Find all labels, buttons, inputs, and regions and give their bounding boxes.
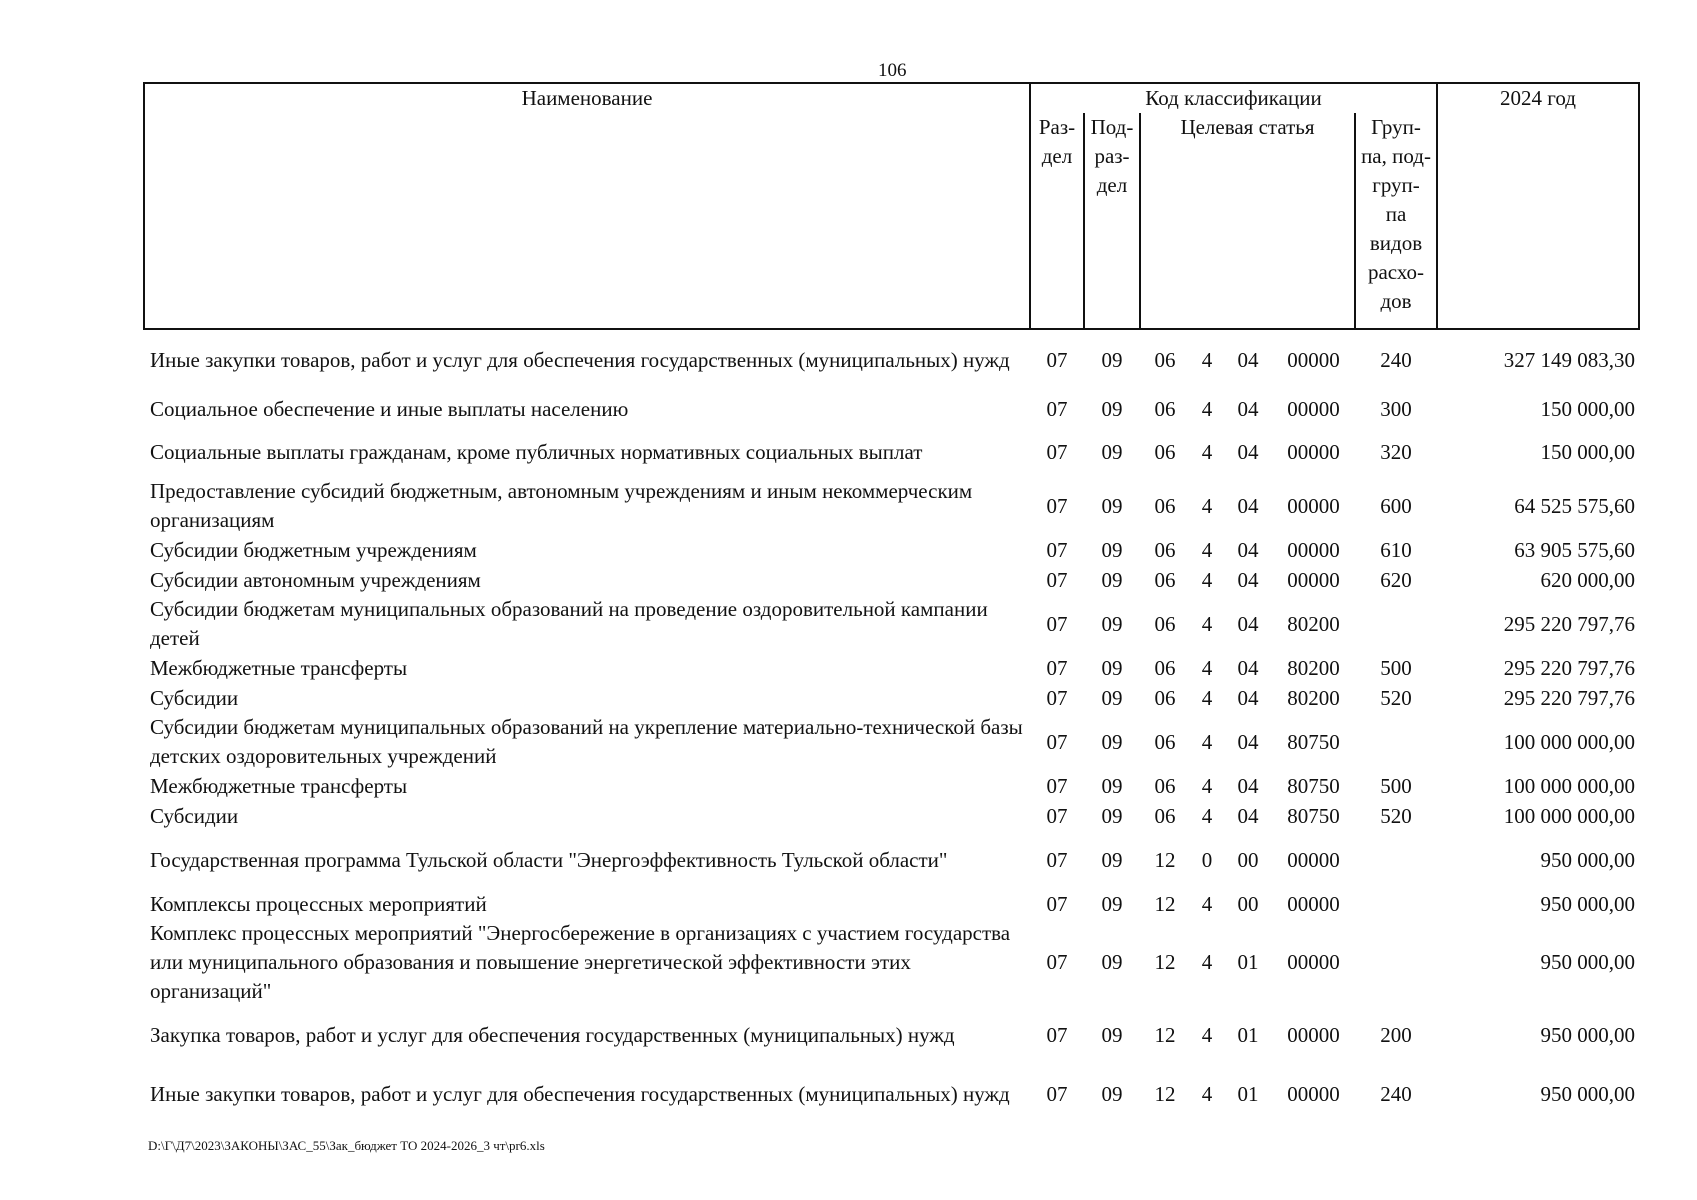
cell-cs3: 04 <box>1237 396 1259 421</box>
table-row <box>144 801 1639 831</box>
cell-podrazdel: 09 <box>1101 439 1123 464</box>
cell-vr: 320 <box>1380 439 1412 464</box>
cell-cs1: 12 <box>1154 950 1176 974</box>
cell-cs1: 06 <box>1154 773 1176 798</box>
table-body <box>144 329 1639 1124</box>
cell-cs2: 4 <box>1201 396 1213 421</box>
cell-name: Межбюджетные трансферты <box>150 773 408 798</box>
cell-vr: 200 <box>1380 1022 1412 1047</box>
cell-cs3: 04 <box>1237 439 1259 464</box>
cell-cs4: 80750 <box>1287 803 1340 828</box>
cell-podrazdel: 09 <box>1101 396 1123 421</box>
cell-cs2: 4 <box>1201 685 1213 710</box>
cell-vr: 520 <box>1380 803 1412 828</box>
cell-cs1: 06 <box>1154 611 1176 636</box>
cell-vr: 240 <box>1380 348 1412 372</box>
cell-cs4: 00000 <box>1287 1022 1340 1047</box>
cell-name: Комплекс процессных мероприятий "Энергосбережение в организациях с участием государства или муниципального образования и повышение энергетической эффективности этих организаций" <box>150 921 1011 1003</box>
cell-cs2: 4 <box>1201 1022 1213 1047</box>
table-row <box>144 595 1639 653</box>
cell-amount: 327 149 083,30 <box>1503 348 1636 372</box>
cell-cs3: 01 <box>1237 1022 1259 1047</box>
cell-cs2: 4 <box>1201 729 1213 754</box>
table-row <box>144 919 1639 1006</box>
cell-name: Межбюджетные трансферты <box>150 655 408 680</box>
cell-razdel: 07 <box>1046 611 1068 636</box>
header-classification: Код классификации <box>1030 83 1437 113</box>
cell-razdel: 07 <box>1046 891 1068 916</box>
cell-cs2: 4 <box>1201 348 1213 372</box>
table-row <box>144 889 1639 919</box>
cell-cs2: 4 <box>1201 803 1213 828</box>
cell-cs3: 04 <box>1237 729 1259 754</box>
cell-amount: 100 000 000,00 <box>1503 773 1636 798</box>
table-row <box>144 653 1639 683</box>
cell-amount: 64 525 575,60 <box>1514 493 1636 518</box>
cell-cs1: 12 <box>1154 891 1176 916</box>
cell-vr <box>1355 595 1437 653</box>
cell-razdel: 07 <box>1046 803 1068 828</box>
cell-name: Субсидии бюджетным учреждениям <box>150 537 477 562</box>
cell-razdel: 07 <box>1046 847 1068 872</box>
budget-table <box>143 82 1640 1124</box>
cell-amount: 620 000,00 <box>1540 567 1636 592</box>
cell-podrazdel: 09 <box>1101 891 1123 916</box>
cell-podrazdel: 09 <box>1101 611 1123 636</box>
cell-podrazdel: 09 <box>1101 729 1123 754</box>
cell-amount: 950 000,00 <box>1540 847 1636 872</box>
table-row <box>144 1064 1639 1124</box>
cell-cs2: 4 <box>1201 891 1213 916</box>
cell-razdel: 07 <box>1046 396 1068 421</box>
page-number: 106 <box>878 60 907 81</box>
header-razdel: Раз- дел <box>1030 113 1084 329</box>
cell-cs3: 04 <box>1237 655 1259 680</box>
table-row <box>144 831 1639 889</box>
cell-vr: 500 <box>1380 773 1412 798</box>
table-row <box>144 391 1639 427</box>
cell-cs3: 04 <box>1237 567 1259 592</box>
cell-podrazdel: 09 <box>1101 950 1123 974</box>
cell-cs4: 00000 <box>1287 439 1340 464</box>
cell-cs2: 4 <box>1201 611 1213 636</box>
cell-amount: 63 905 575,60 <box>1514 537 1636 562</box>
cell-amount: 295 220 797,76 <box>1503 611 1636 636</box>
cell-razdel: 07 <box>1046 655 1068 680</box>
cell-podrazdel: 09 <box>1101 655 1123 680</box>
cell-amount: 950 000,00 <box>1540 891 1636 916</box>
cell-name: Субсидии бюджетам муниципальных образований на укрепление материально-технической базы детских оздоровительных учреждений <box>150 715 1023 768</box>
cell-vr: 240 <box>1380 1081 1412 1106</box>
cell-cs3: 04 <box>1237 803 1259 828</box>
cell-vr: 600 <box>1380 493 1412 518</box>
cell-name: Государственная программа Тульской области "Энергоэффективность Тульской области" <box>150 847 948 872</box>
cell-amount: 150 000,00 <box>1540 396 1636 421</box>
cell-name: Предоставление субсидий бюджетным, автономным учреждениям и иным некоммерческим организациям <box>150 479 973 532</box>
cell-razdel: 07 <box>1046 950 1068 974</box>
cell-name: Закупка товаров, работ и услуг для обеспечения государственных (муниципальных) нужд <box>150 1022 955 1047</box>
cell-name: Субсидии <box>150 803 239 828</box>
cell-cs3: 04 <box>1237 493 1259 518</box>
cell-cs4: 00000 <box>1287 348 1340 372</box>
cell-cs1: 12 <box>1154 1022 1176 1047</box>
cell-amount: 950 000,00 <box>1540 1081 1636 1106</box>
cell-name: Иные закупки товаров, работ и услуг для обеспечения государственных (муниципальных) нужд <box>150 1081 1010 1106</box>
cell-cs3: 01 <box>1237 950 1259 974</box>
cell-cs3: 04 <box>1237 611 1259 636</box>
cell-name: Иные закупки товаров, работ и услуг для обеспечения государственных (муниципальных) нужд <box>150 348 1010 372</box>
table-row <box>144 329 1639 391</box>
cell-cs1: 06 <box>1154 685 1176 710</box>
cell-cs4: 80200 <box>1287 611 1340 636</box>
cell-razdel: 07 <box>1046 537 1068 562</box>
cell-razdel: 07 <box>1046 773 1068 798</box>
table-row <box>144 477 1639 535</box>
table-row <box>144 771 1639 801</box>
cell-podrazdel: 09 <box>1101 567 1123 592</box>
cell-podrazdel: 09 <box>1101 773 1123 798</box>
cell-cs4: 00000 <box>1287 950 1340 974</box>
cell-podrazdel: 09 <box>1101 685 1123 710</box>
cell-cs1: 06 <box>1154 348 1176 372</box>
cell-podrazdel: 09 <box>1101 847 1123 872</box>
cell-razdel: 07 <box>1046 567 1068 592</box>
cell-podrazdel: 09 <box>1101 1081 1123 1106</box>
cell-name: Социальные выплаты гражданам, кроме публичных нормативных социальных выплат <box>150 439 923 464</box>
cell-name: Социальное обеспечение и иные выплаты населению <box>150 396 629 421</box>
cell-razdel: 07 <box>1046 348 1068 372</box>
cell-vr: 620 <box>1380 567 1412 592</box>
header-expense-group: Груп- па, под- груп- па видов расхо- дов <box>1355 113 1437 329</box>
table-row <box>144 1006 1639 1064</box>
cell-amount: 295 220 797,76 <box>1503 685 1636 710</box>
table-row <box>144 713 1639 771</box>
cell-cs3: 04 <box>1237 537 1259 562</box>
cell-podrazdel: 09 <box>1101 1022 1123 1047</box>
cell-cs1: 12 <box>1154 1081 1176 1106</box>
header-target-article: Целевая статья <box>1140 113 1355 329</box>
cell-cs2: 4 <box>1201 439 1213 464</box>
cell-cs2: 4 <box>1201 567 1213 592</box>
cell-cs2: 0 <box>1201 847 1213 872</box>
cell-cs1: 06 <box>1154 396 1176 421</box>
cell-cs1: 06 <box>1154 493 1176 518</box>
cell-cs1: 06 <box>1154 439 1176 464</box>
cell-name: Субсидии <box>150 685 239 710</box>
cell-razdel: 07 <box>1046 1022 1068 1047</box>
cell-podrazdel: 09 <box>1101 493 1123 518</box>
cell-vr: 500 <box>1380 655 1412 680</box>
cell-cs3: 00 <box>1237 847 1259 872</box>
cell-cs4: 80200 <box>1287 655 1340 680</box>
cell-podrazdel: 09 <box>1101 803 1123 828</box>
table-row <box>144 683 1639 713</box>
cell-razdel: 07 <box>1046 493 1068 518</box>
cell-cs4: 00000 <box>1287 847 1340 872</box>
cell-cs4: 80750 <box>1287 773 1340 798</box>
cell-cs4: 00000 <box>1287 537 1340 562</box>
cell-amount: 950 000,00 <box>1540 950 1636 974</box>
footer-file-path: D:\Г\Д7\2023\ЗАКОНЫ\ЗАС_55\Зак_бюджет ТО 2024-2026_3 чт\pr6.xls <box>148 1138 545 1153</box>
header-podrazdel: Под- раз- дел <box>1084 113 1140 329</box>
cell-cs3: 00 <box>1237 891 1259 916</box>
cell-amount: 100 000 000,00 <box>1503 803 1636 828</box>
cell-name: Субсидии автономным учреждениям <box>150 567 481 592</box>
table-row <box>144 427 1639 477</box>
cell-cs4: 00000 <box>1287 1081 1340 1106</box>
cell-cs2: 4 <box>1201 773 1213 798</box>
cell-cs4: 00000 <box>1287 493 1340 518</box>
cell-cs2: 4 <box>1201 537 1213 562</box>
cell-razdel: 07 <box>1046 1081 1068 1106</box>
cell-cs4: 80200 <box>1287 685 1340 710</box>
cell-razdel: 07 <box>1046 729 1068 754</box>
cell-amount: 295 220 797,76 <box>1503 655 1636 680</box>
cell-cs2: 4 <box>1201 1081 1213 1106</box>
cell-cs1: 06 <box>1154 729 1176 754</box>
header-year: 2024 год <box>1437 83 1639 329</box>
cell-podrazdel: 09 <box>1101 348 1123 372</box>
header-name: Наименование <box>144 83 1030 329</box>
cell-cs2: 4 <box>1201 655 1213 680</box>
cell-cs3: 04 <box>1237 685 1259 710</box>
cell-cs2: 4 <box>1201 950 1213 974</box>
cell-podrazdel: 09 <box>1101 537 1123 562</box>
cell-cs2: 4 <box>1201 493 1213 518</box>
cell-vr: 520 <box>1380 685 1412 710</box>
cell-vr: 610 <box>1380 537 1412 562</box>
cell-razdel: 07 <box>1046 685 1068 710</box>
cell-cs1: 06 <box>1154 567 1176 592</box>
cell-vr <box>1355 831 1437 889</box>
cell-amount: 150 000,00 <box>1540 439 1636 464</box>
cell-cs4: 80750 <box>1287 729 1340 754</box>
cell-razdel: 07 <box>1046 439 1068 464</box>
table-row <box>144 565 1639 595</box>
cell-cs3: 04 <box>1237 773 1259 798</box>
cell-name: Комплексы процессных мероприятий <box>150 891 487 916</box>
cell-cs1: 06 <box>1154 803 1176 828</box>
cell-amount: 950 000,00 <box>1540 1022 1636 1047</box>
cell-cs4: 00000 <box>1287 567 1340 592</box>
cell-name: Субсидии бюджетам муниципальных образований на проведение оздоровительной кампании детей <box>150 597 988 650</box>
cell-amount: 100 000 000,00 <box>1503 729 1636 754</box>
cell-vr <box>1355 713 1437 771</box>
cell-cs4: 00000 <box>1287 891 1340 916</box>
cell-cs1: 12 <box>1154 847 1176 872</box>
cell-cs4: 00000 <box>1287 396 1340 421</box>
cell-cs1: 06 <box>1154 655 1176 680</box>
cell-cs1: 06 <box>1154 537 1176 562</box>
cell-cs3: 01 <box>1237 1081 1259 1106</box>
cell-vr <box>1355 889 1437 919</box>
cell-vr: 300 <box>1380 396 1412 421</box>
cell-cs3: 04 <box>1237 348 1259 372</box>
table-row <box>144 535 1639 565</box>
cell-vr <box>1355 919 1437 1006</box>
